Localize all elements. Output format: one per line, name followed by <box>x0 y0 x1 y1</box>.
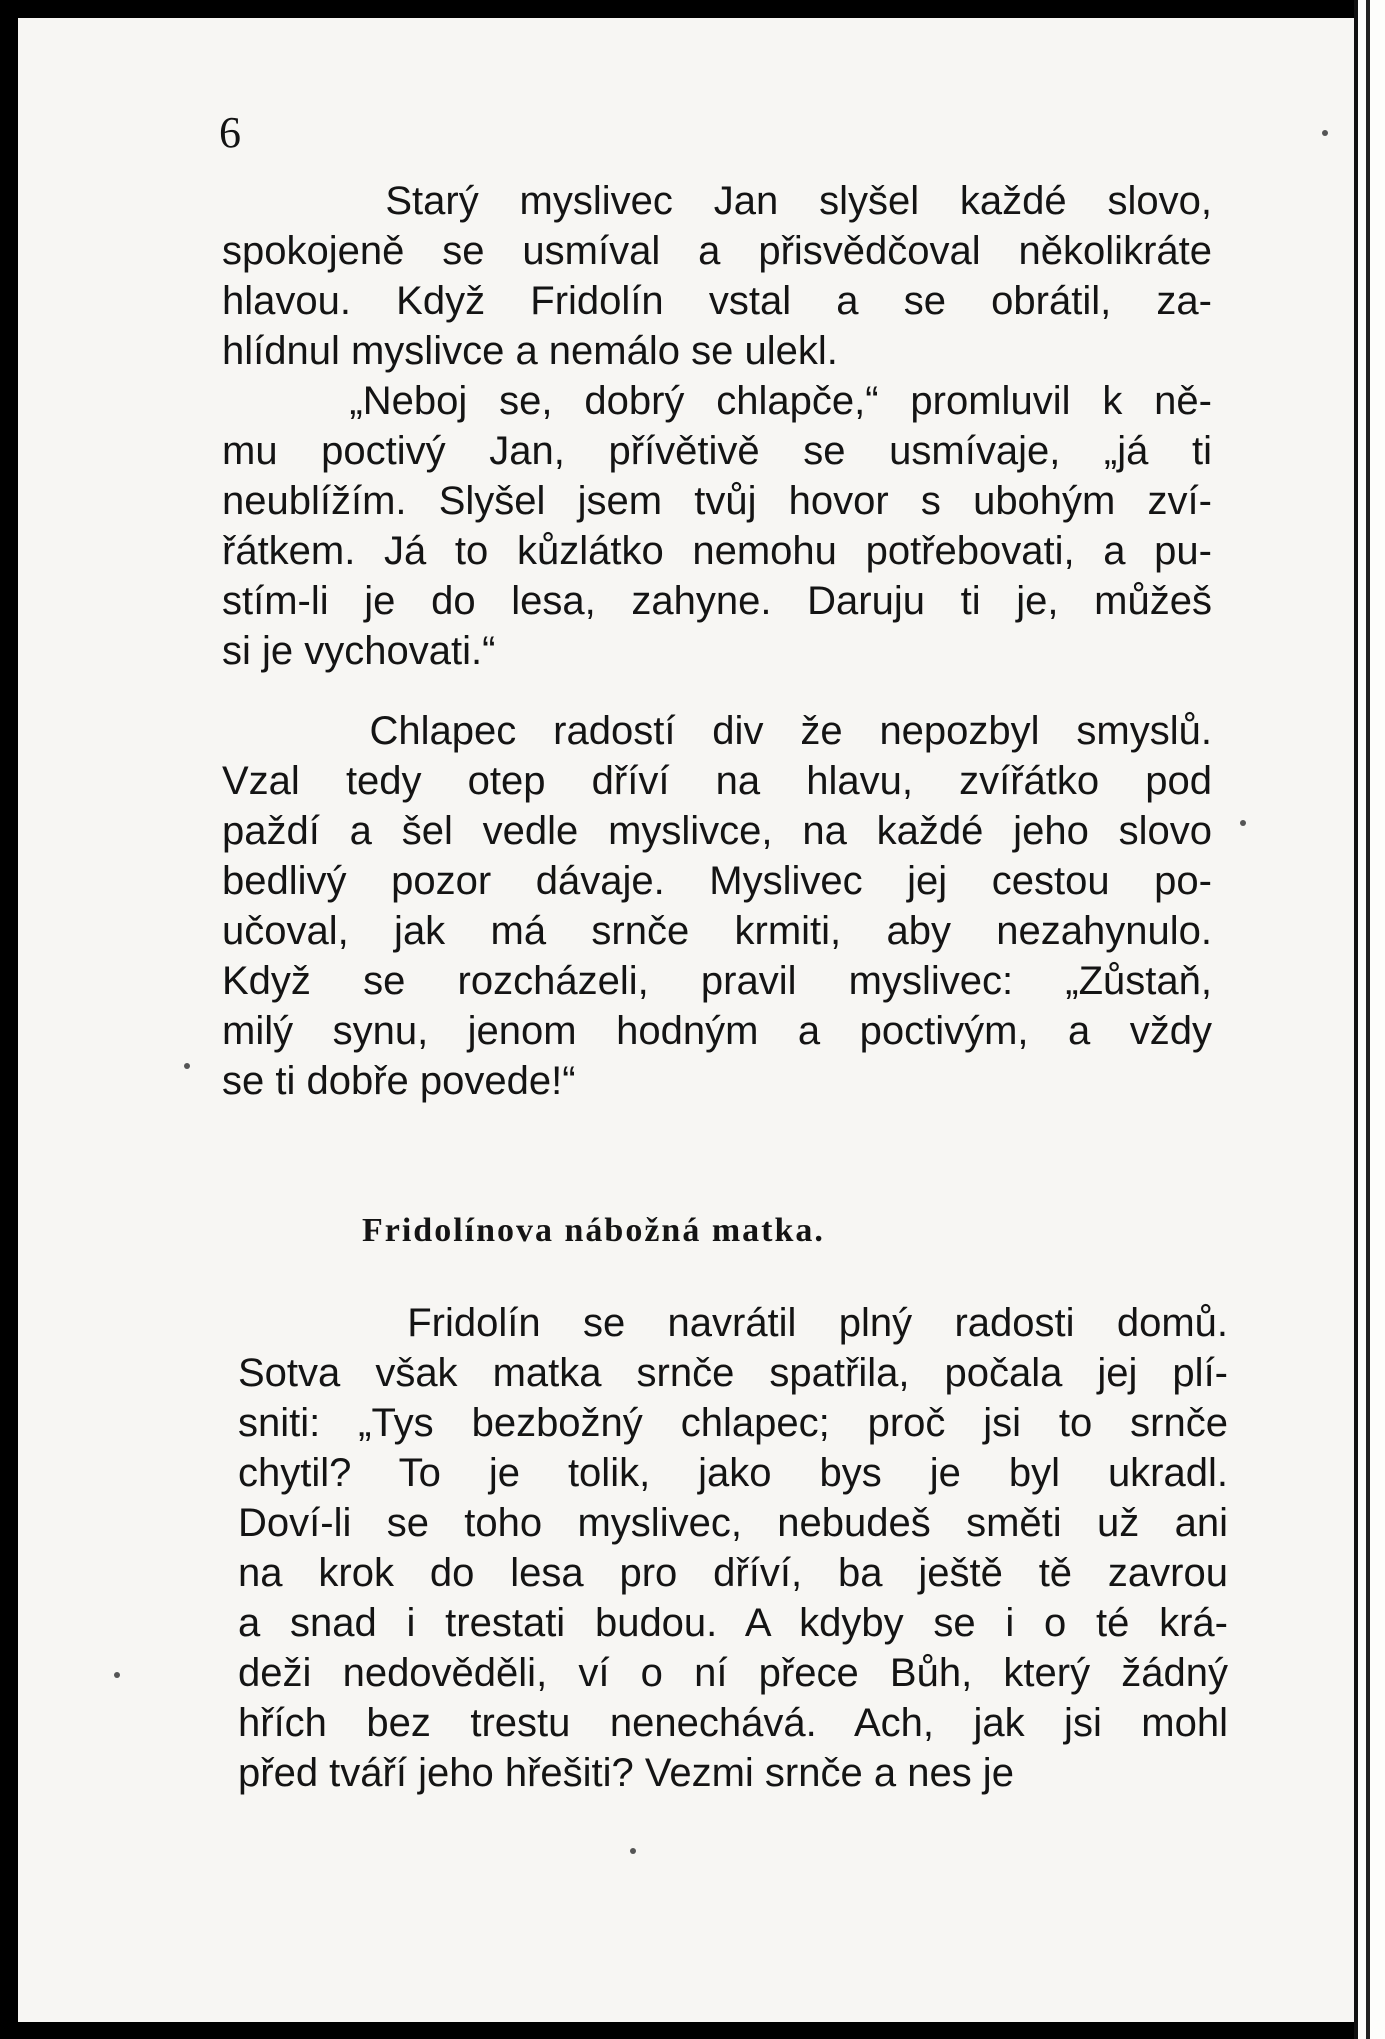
text-line: Doví-li se toho myslivec, nebudeš směti už ani <box>238 1501 1228 1545</box>
print-speck <box>630 1848 636 1854</box>
text-line: deži nedověděli, ví o ní přece Bůh, který žádný <box>238 1651 1228 1695</box>
text-block-3 <box>238 1298 1228 1798</box>
text-block-2 <box>222 706 1212 1106</box>
text-line: hlídnul myslivce a nemálo se ulekl. <box>222 329 838 373</box>
text-line: před tváří jeho hřešiti? Vezmi srnče a nes je <box>238 1751 1014 1795</box>
text-line: spokojeně se usmíval a přisvědčoval několikráte <box>222 229 1212 273</box>
text-line: neublížím. Slyšel jsem tvůj hovor s ubohým zví- <box>222 479 1212 523</box>
text-line: Vzal tedy otep dříví na hlavu, zvířátko pod <box>222 759 1212 803</box>
text-line: učoval, jak má srnče krmiti, aby nezahynulo. <box>222 909 1212 953</box>
print-speck <box>184 1063 190 1069</box>
text-line: chytil? To je tolik, jako bys je byl ukradl. <box>238 1451 1228 1495</box>
text-line: si je vychovati.“ <box>222 629 496 673</box>
text-line: Starý myslivec Jan slyšel každé slovo, <box>222 179 1212 223</box>
text-line: Fridolín se navrátil plný radosti domů. <box>238 1301 1228 1345</box>
print-speck <box>1322 130 1328 136</box>
text-line: „Neboj se, dobrý chlapče,“ promluvil k ně- <box>222 379 1212 423</box>
page-number: 6 <box>219 108 241 157</box>
text-line: se ti dobře povede!“ <box>222 1059 576 1103</box>
text-line: Sotva však matka srnče spatřila, počala jej plí- <box>238 1351 1228 1395</box>
print-speck <box>1240 820 1246 826</box>
text-line: Chlapec radostí div že nepozbyl smyslů. <box>222 709 1212 753</box>
text-line: sniti: „Tys bezbožný chlapec; proč jsi to srnče <box>238 1401 1228 1445</box>
text-line: mu poctivý Jan, přívětivě se usmívaje, „já ti <box>222 429 1212 473</box>
text-line: Když se rozcházeli, pravil myslivec: „Zůstaň, <box>222 959 1212 1003</box>
text-line: bedlivý pozor dávaje. Myslivec jej cestou po- <box>222 859 1212 903</box>
section-heading: Fridolínova nábožná matka. <box>362 1212 825 1249</box>
text-line: milý synu, jenom hodným a poctivým, a vždy <box>222 1009 1212 1053</box>
text-line: řátkem. Já to kůzlátko nemohu potřebovati, a pu- <box>222 529 1212 573</box>
text-line: paždí a šel vedle myslivce, na každé jeho slovo <box>222 809 1212 853</box>
text-line: a snad i trestati budou. A kdyby se i o té krá- <box>238 1601 1228 1645</box>
text-block-1 <box>222 176 1212 676</box>
print-speck <box>114 1672 120 1678</box>
text-line: hřích bez trestu nenechává. Ach, jak jsi mohl <box>238 1701 1228 1745</box>
binding-line <box>1366 0 1370 2039</box>
text-line: na krok do lesa pro dříví, ba ještě tě zavrou <box>238 1551 1228 1595</box>
text-line: hlavou. Když Fridolín vstal a se obrátil, za- <box>222 279 1212 323</box>
text-line: stím-li je do lesa, zahyne. Daruju ti je, můžeš <box>222 579 1212 623</box>
